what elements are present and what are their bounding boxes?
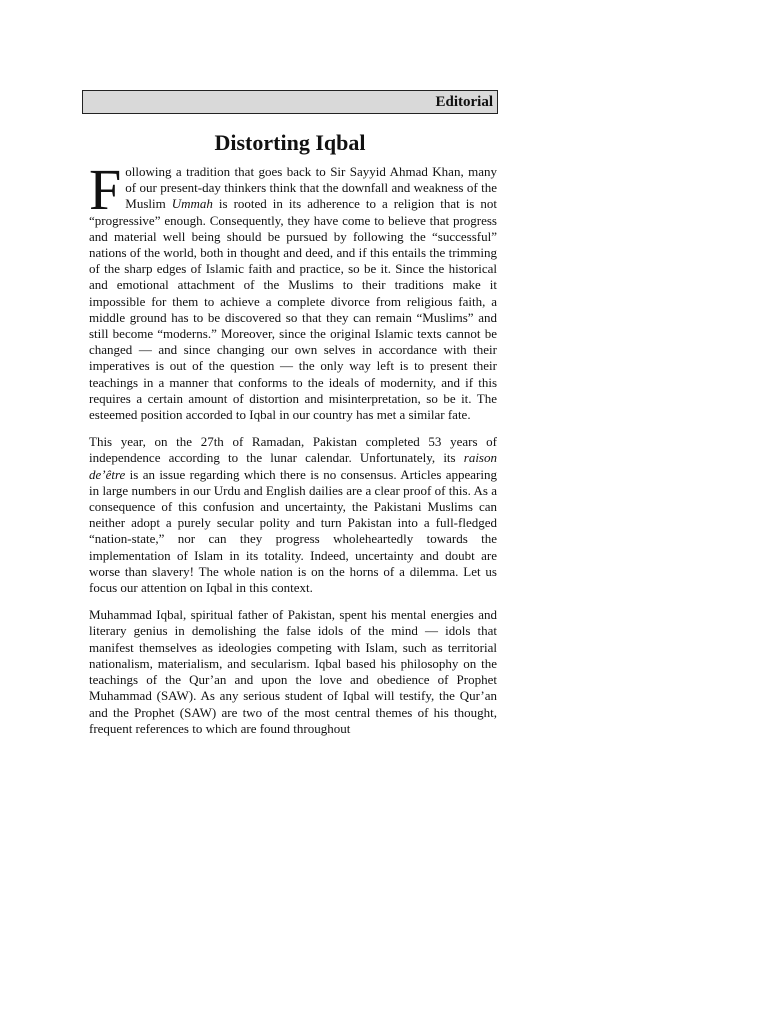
drop-cap: F [89,157,122,222]
paragraph-1-text-b: is rooted in its adherence to a religion that is not “progressive” enough. Consequently, they have come to believe that progress and material well being should be pursued by following the “successful” nations of the world, both in thought and deed, and if this entails the trimming of the sharp edges of Islamic faith and practice, so be it. Since the historical and emotional attachment of the Muslims to their traditions make it impossible for them to achieve a complete divorce from religious faith, a middle ground has to be discovered so that they can remain “Muslims” and still become “moderns.” Moreover, since the original Islamic texts cannot be changed — and since changing our own selves in accordance with their imperatives is out of the question — the only way left is to present their teachings in a manner that conforms to the ideals of modernity, and if this requires a certain amount of distortion and misinterpretation, so be it. The esteemed position accorded to Iqbal in our country has met a similar fate. [89,196,497,423]
paragraph-1-text-a: ollowing a tradition that goes back to Sir Sayyid Ahmad Khan, many of our present-day thinkers think that the downfall and weakness of the Muslim [125,164,497,212]
article-title: Distorting Iqbal [214,130,366,155]
paragraph-1-italic: Ummah [171,196,213,212]
paragraph-2 [89,434,497,596]
section-label: Editorial [435,94,493,110]
article-body [89,157,497,748]
paragraph-1 [89,157,497,423]
paragraph-2-text-a: This year, on the 27th of Ramadan, Pakistan completed 53 years of independence according to the lunar calendar. Unfortunately, its [89,434,497,466]
paragraph-3: Muhammad Iqbal, spiritual father of Pakistan, spent his mental energies and literary genius in demolishing the false idols of the mind — idols that manifest themselves as ideologies competing with Islam, such as territorial nationalism, materialism, and secularism. Iqbal based his philosophy on the teachings of the Qur’an and upon the love and obedience of Prophet Muhammad (SAW). As any serious student of Iqbal will testify, the Qur’an and the Prophet (SAW) are two of the most central themes of his thought, frequent references to which are found throughout [89,607,497,736]
paragraph-2-italic: raison de’être [89,450,497,482]
paragraph-2-text-b: is an issue regarding which there is no consensus. Articles appearing in large numbers in our Urdu and English dailies are a clear proof of this. As a consequence of this confusion and uncertainty, the Pakistani Muslims can neither adopt a purely secular polity and turn Pakistan into a full-fledged “nation-state,” nor can they progress wholeheartedly towards the implementation of Islam in its totality. Indeed, uncertainty and doubt are worse than slavery! The whole nation is on the horns of a dilemma. Let us focus our attention on Iqbal in this context. [89,466,497,596]
section-header-bar [82,90,498,114]
